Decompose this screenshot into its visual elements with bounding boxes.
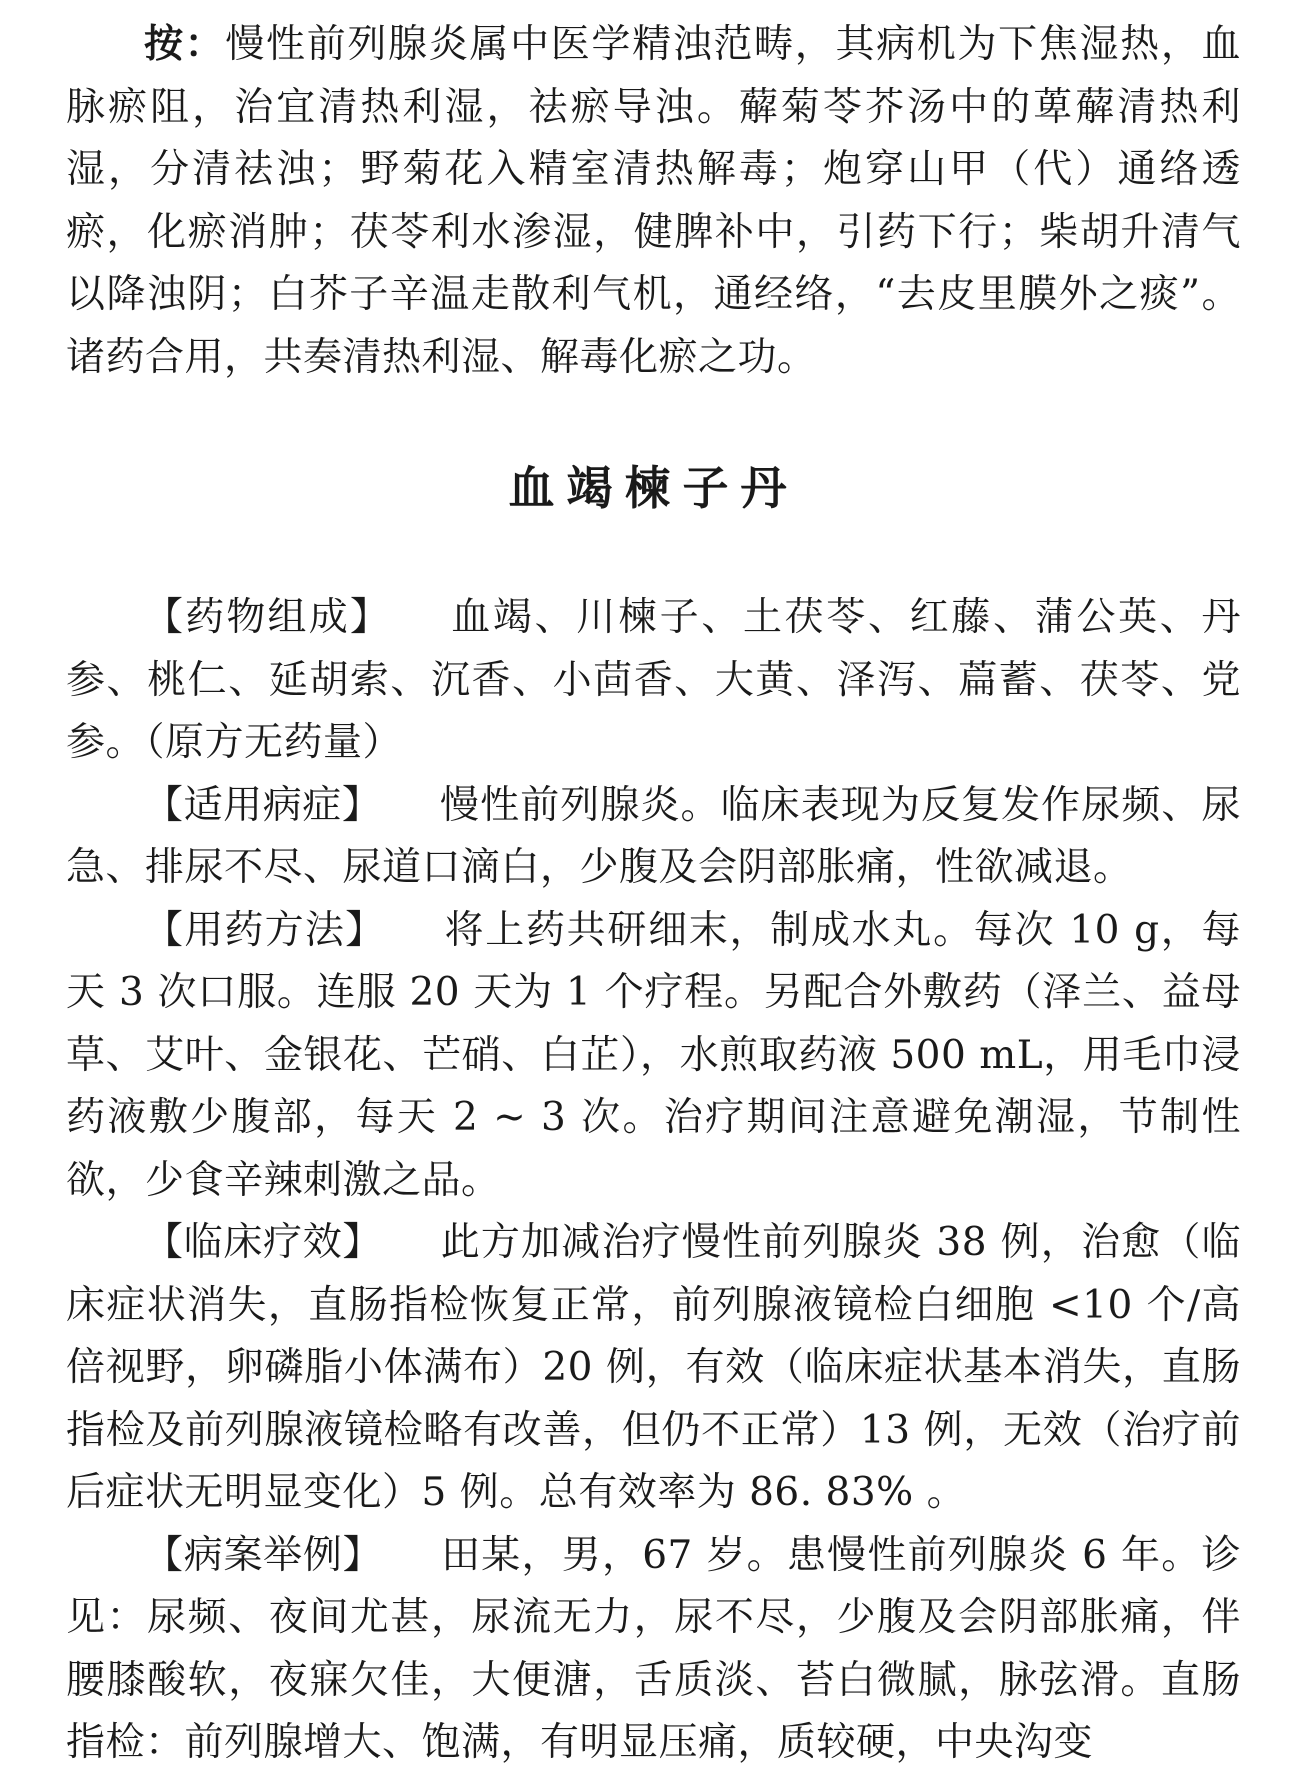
section-case-example — [66, 1525, 1241, 1775]
section-label: 【药物组成】 — [144, 595, 392, 640]
section-text: 田某，男，67 岁。患慢性前列腺炎 6 年。诊见：尿频、夜间尤甚，尿流无力，尿不尽，少腹及会阴部胀痛，伴腰膝酸软，夜寐欠佳，大便溏，舌质淡、苔白微腻，脉弦滑。直肠指检：前列腺增大、饱满，有明显压痛，质较硬，中央沟变 — [66, 1532, 1241, 1765]
section-label: 【适用病症】 — [144, 782, 382, 828]
section-text: 将上药共研细末，制成水丸。每次 10 g，每天 3 次口服。连服 20 天为 1 个疗程。另配合外敷药（泽兰、益母草、艾叶、金银花、芒硝、白芷），水煎取药液 500 mL，用毛巾浸药液敷少腹部，每天 2 ~ 3 次。治疗期间注意避免潮湿，节制性欲，少食辛辣刺激之品。 — [66, 907, 1241, 1203]
section-label: 【病案举例】 — [144, 1532, 383, 1578]
section-text: 血竭、川楝子、土茯苓、红藤、蒲公英、丹参、桃仁、延胡索、沉香、小茴香、大黄、泽泻、萹蓄、茯苓、党参。（原方无药量） — [66, 595, 1241, 765]
commentary-text: 慢性前列腺炎属中医学精浊范畴，其病机为下焦湿热，血脉瘀阻，治宜清热利湿，祛瘀导浊。薢菊苓芥汤中的萆薢清热利湿，分清祛浊；野菊花入精室清热解毒；炮穿山甲（代）通络透瘀，化瘀消肿；茯苓利水渗湿，健脾补中，引药下行；柴胡升清气以降浊阴；白芥子辛温走散利气机，通经络，“去皮里膜外之痰”。诸药合用，共奏清热利湿、解毒化瘀之功。 — [66, 22, 1241, 380]
section-composition — [66, 587, 1241, 775]
section-usage — [66, 900, 1241, 1213]
section-efficacy — [66, 1212, 1241, 1525]
section-label: 【用药方法】 — [144, 907, 386, 953]
commentary-paragraph — [66, 14, 1241, 389]
section-text: 慢性前列腺炎。临床表现为反复发作尿频、尿急、排尿不尽、尿道口滴白，少腹及会阴部胀痛，性欲减退。 — [66, 782, 1241, 890]
section-label: 【临床疗效】 — [144, 1220, 383, 1265]
section-indications — [66, 775, 1241, 900]
commentary-lead: 按： — [144, 22, 226, 67]
formula-title: 血竭楝子丹 — [508, 461, 799, 515]
section-text: 此方加减治疗慢性前列腺炎 38 例，治愈（临床症状消失，直肠指检恢复正常，前列腺液镜检白细胞 <10 个/高倍视野，卵磷脂小体满布）20 例，有效（临床症状基本消失，直肠指检及前列腺液镜检略有改善，但仍不正常）13 例，无效（治疗前后症状无明显变化）5 例。总有效率为 86. 83% 。 — [66, 1220, 1241, 1515]
document-page — [66, 14, 1241, 1775]
